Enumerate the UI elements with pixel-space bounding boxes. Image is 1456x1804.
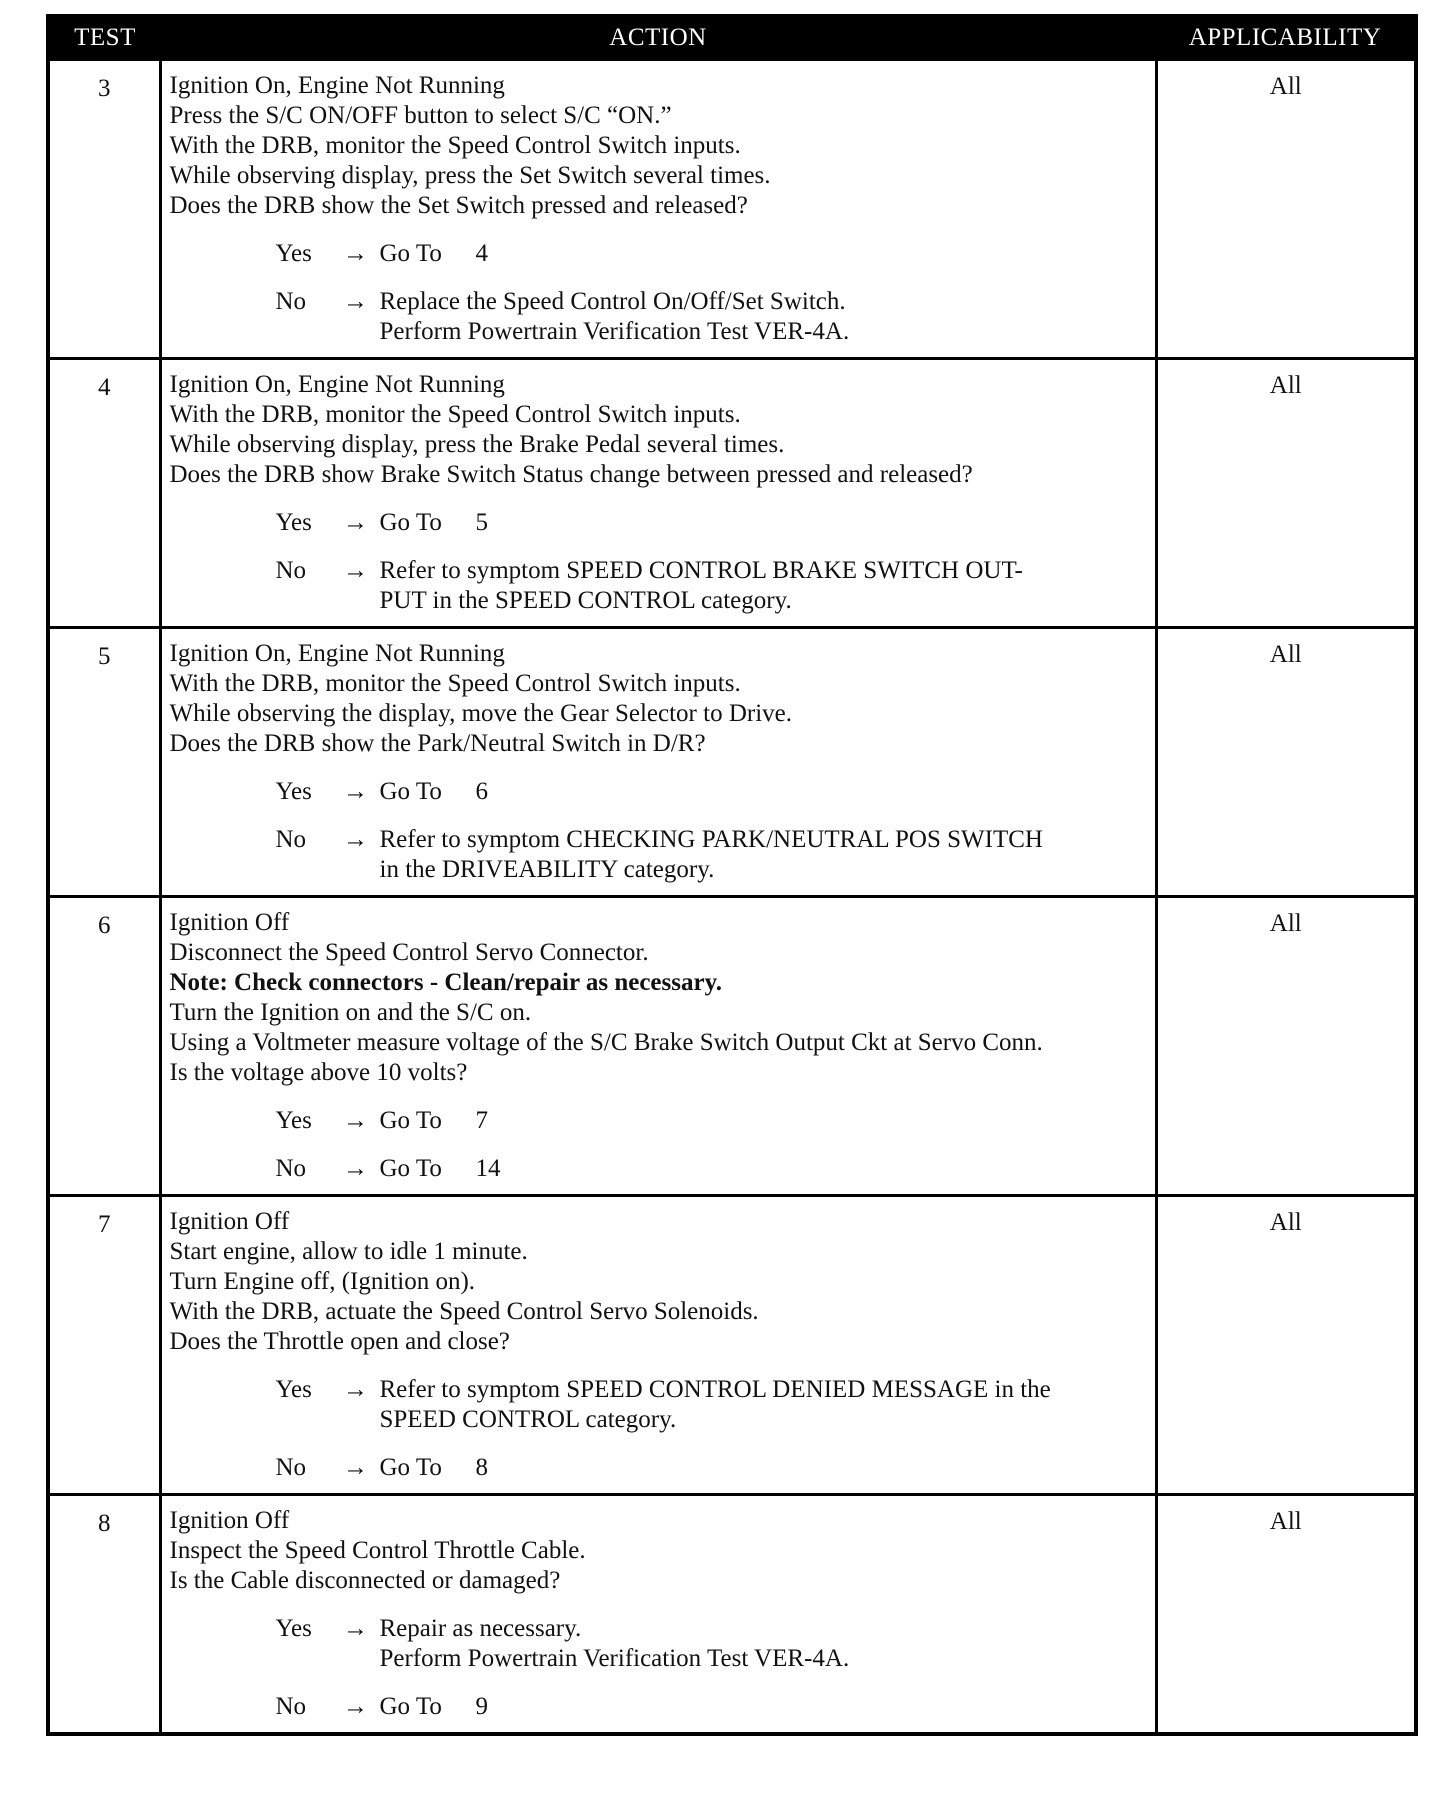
- no-answer: [170, 287, 1149, 347]
- no-answer: [170, 1692, 1149, 1722]
- test-row: [48, 359, 1416, 628]
- action-line: With the DRB, monitor the Speed Control Switch inputs.: [169, 132, 741, 159]
- action-line: Inspect the Speed Control Throttle Cable.: [169, 1537, 586, 1564]
- yes-answer: [170, 1106, 1149, 1136]
- result-line: Repair as necessary.: [379, 1615, 582, 1642]
- test-row: [48, 1495, 1416, 1735]
- test-number: 8: [48, 1495, 160, 1735]
- applicability-cell: All: [1156, 1495, 1416, 1735]
- arrow-right-icon: →: [343, 1615, 368, 1642]
- no-label: No: [275, 557, 307, 584]
- applicability-cell: All: [1156, 628, 1416, 897]
- test-number: 4: [48, 359, 160, 628]
- yes-label: Yes: [275, 778, 312, 805]
- action-line: Ignition Off: [169, 1208, 290, 1235]
- no-answer: [170, 825, 1149, 885]
- arrow-right-icon: →: [343, 1693, 368, 1720]
- test-row: [48, 1196, 1416, 1495]
- goto-test-number: 14: [475, 1155, 501, 1182]
- action-line: Press the S/C ON/OFF button to select S/C “ON.”: [169, 102, 672, 129]
- arrow-right-icon: →: [343, 1155, 368, 1182]
- yes-answer: [170, 239, 1149, 269]
- no-label: No: [275, 1693, 307, 1720]
- test-row: [48, 60, 1416, 359]
- test-number: 3: [48, 60, 160, 359]
- no-answer: [170, 556, 1149, 616]
- action-line: With the DRB, actuate the Speed Control Servo Solenoids.: [169, 1298, 759, 1325]
- arrow-right-icon: →: [343, 1107, 368, 1134]
- diagnostic-table: [46, 14, 1418, 1736]
- goto-test-number: 5: [475, 509, 488, 536]
- applicability-cell: All: [1156, 60, 1416, 359]
- action-line: Ignition Off: [169, 1507, 290, 1534]
- action-line: Turn the Ignition on and the S/C on.: [169, 999, 532, 1026]
- action-line: Does the DRB show the Set Switch pressed and released?: [169, 192, 748, 219]
- result-line: Refer to symptom SPEED CONTROL DENIED MESSAGE in the: [379, 1376, 1051, 1403]
- action-line: Ignition On, Engine Not Running: [169, 371, 505, 398]
- arrow-right-icon: →: [343, 778, 368, 805]
- table-header-row: [48, 16, 1416, 60]
- result-line: Perform Powertrain Verification Test VER-4A.: [379, 1645, 850, 1672]
- yes-label: Yes: [275, 509, 312, 536]
- diagnostic-page: [46, 14, 1414, 1736]
- action-line: Using a Voltmeter measure voltage of the S/C Brake Switch Output Ckt at Servo Conn.: [169, 1029, 1043, 1056]
- action-line: Turn Engine off, (Ignition on).: [169, 1268, 476, 1295]
- action-line: While observing display, press the Set Switch several times.: [169, 162, 771, 189]
- test-number: 5: [48, 628, 160, 897]
- action-line: While observing the display, move the Gear Selector to Drive.: [169, 700, 792, 727]
- arrow-right-icon: →: [343, 826, 368, 853]
- action-cell: [160, 897, 1156, 1196]
- yes-answer: [170, 508, 1149, 538]
- action-line: Does the Throttle open and close?: [169, 1328, 510, 1355]
- header-test: TEST: [48, 16, 160, 60]
- arrow-right-icon: →: [343, 240, 368, 267]
- goto-label: Go To: [379, 1107, 442, 1134]
- action-cell: [160, 1196, 1156, 1495]
- goto-test-number: 7: [475, 1107, 488, 1134]
- action-line: Start engine, allow to idle 1 minute.: [169, 1238, 528, 1265]
- test-row: [48, 628, 1416, 897]
- applicability-cell: All: [1156, 1196, 1416, 1495]
- arrow-right-icon: →: [343, 288, 368, 315]
- action-cell: [160, 628, 1156, 897]
- no-label: No: [275, 1454, 307, 1481]
- yes-answer: [170, 1614, 1149, 1674]
- test-number: 7: [48, 1196, 160, 1495]
- goto-label: Go To: [379, 1155, 442, 1182]
- action-line: Ignition On, Engine Not Running: [169, 72, 505, 99]
- yes-answer: [170, 1375, 1149, 1435]
- goto-test-number: 9: [475, 1693, 488, 1720]
- yes-label: Yes: [275, 1107, 312, 1134]
- result-line: Refer to symptom SPEED CONTROL BRAKE SWITCH OUT-: [379, 557, 1023, 584]
- note-line: Note: Check connectors - Clean/repair as necessary.: [169, 969, 722, 996]
- action-line: Disconnect the Speed Control Servo Connector.: [169, 939, 649, 966]
- result-line: Refer to symptom CHECKING PARK/NEUTRAL POS SWITCH: [379, 826, 1043, 853]
- yes-label: Yes: [275, 240, 312, 267]
- action-line: With the DRB, monitor the Speed Control Switch inputs.: [169, 401, 741, 428]
- yes-label: Yes: [275, 1615, 312, 1642]
- result-line: in the DRIVEABILITY category.: [379, 856, 715, 883]
- yes-label: Yes: [275, 1376, 312, 1403]
- action-cell: [160, 1495, 1156, 1735]
- applicability-cell: All: [1156, 897, 1416, 1196]
- no-answer: [170, 1453, 1149, 1483]
- applicability-cell: All: [1156, 359, 1416, 628]
- action-line: With the DRB, monitor the Speed Control Switch inputs.: [169, 670, 741, 697]
- action-line: Ignition On, Engine Not Running: [169, 640, 505, 667]
- header-applicability: APPLICABILITY: [1156, 16, 1416, 60]
- goto-label: Go To: [379, 240, 442, 267]
- goto-test-number: 6: [475, 778, 488, 805]
- yes-answer: [170, 777, 1149, 807]
- result-line: SPEED CONTROL category.: [379, 1406, 677, 1433]
- arrow-right-icon: →: [343, 557, 368, 584]
- goto-test-number: 4: [475, 240, 488, 267]
- action-line: Does the DRB show Brake Switch Status change between pressed and released?: [169, 461, 973, 488]
- arrow-right-icon: →: [343, 509, 368, 536]
- no-answer: [170, 1154, 1149, 1184]
- action-line: Does the DRB show the Park/Neutral Switch in D/R?: [169, 730, 706, 757]
- action-line: While observing display, press the Brake Pedal several times.: [169, 431, 785, 458]
- result-line: PUT in the SPEED CONTROL category.: [379, 587, 792, 614]
- action-cell: [160, 359, 1156, 628]
- result-line: Replace the Speed Control On/Off/Set Switch.: [379, 288, 846, 315]
- test-number: 6: [48, 897, 160, 1196]
- goto-label: Go To: [379, 1454, 442, 1481]
- action-cell: [160, 60, 1156, 359]
- no-label: No: [275, 1155, 307, 1182]
- arrow-right-icon: →: [343, 1454, 368, 1481]
- goto-label: Go To: [379, 778, 442, 805]
- header-action: ACTION: [160, 16, 1156, 60]
- goto-label: Go To: [379, 509, 442, 536]
- action-line: Is the Cable disconnected or damaged?: [169, 1567, 561, 1594]
- goto-label: Go To: [379, 1693, 442, 1720]
- goto-test-number: 8: [475, 1454, 488, 1481]
- action-line: Is the voltage above 10 volts?: [169, 1059, 468, 1086]
- result-line: Perform Powertrain Verification Test VER-4A.: [379, 318, 850, 345]
- test-row: [48, 897, 1416, 1196]
- no-label: No: [275, 288, 307, 315]
- arrow-right-icon: →: [343, 1376, 368, 1403]
- action-line: Ignition Off: [169, 909, 290, 936]
- no-label: No: [275, 826, 307, 853]
